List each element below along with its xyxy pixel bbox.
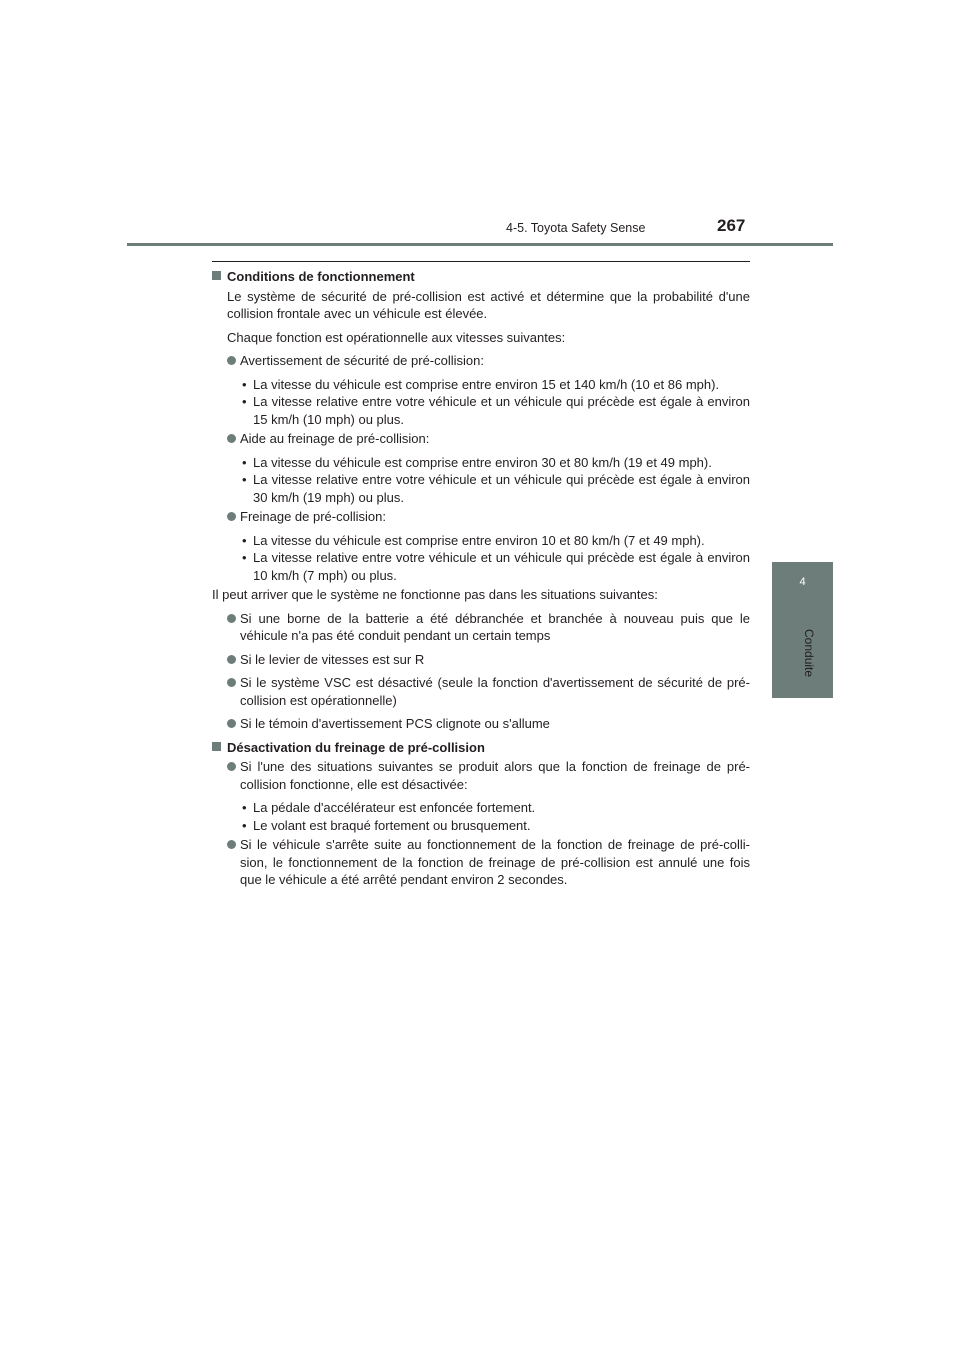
dot-marker-icon: • <box>242 376 247 392</box>
round-bullet-icon <box>227 356 236 365</box>
round-bullet-icon <box>227 434 236 443</box>
bullet-item <box>212 651 750 669</box>
chapter-number: 4 <box>799 576 806 588</box>
dot-marker-icon: • <box>242 800 247 815</box>
sub-item-text: La vitesse relative entre votre véhicule et un véhicule qui précède est égale à environ 30 km/h (19 mph) ou plus. <box>253 472 750 505</box>
square-bullet-icon <box>212 271 221 280</box>
square-bullet-icon <box>212 742 221 751</box>
sub-list-item <box>212 454 750 472</box>
page-header <box>0 0 960 250</box>
sub-list-item <box>212 393 750 428</box>
section-heading-deactivation <box>212 739 750 757</box>
bullet-text: Si une borne de la batterie a été débranchée et branchée à nouveau puis que le véhicule n'a pas été conduit pendant un certain temps <box>240 610 750 643</box>
bullet-item <box>212 715 750 733</box>
round-bullet-icon <box>227 719 236 728</box>
bullet-text: Si le véhicule s'arrête suite au fonctionnement de la fonction de freinage de pré-colli-sion, le fonctionnement de la fonction de freinage de pré-collision est annulé une fois que le véhicule a été arrêté pendant environ 2 secondes. <box>240 837 750 887</box>
bullet-text: Si le levier de vitesses est sur R <box>240 651 425 667</box>
bullet-text: Avertissement de sécurité de pré-collision: <box>240 353 484 368</box>
page-content <box>212 261 750 895</box>
round-bullet-icon <box>227 840 236 849</box>
round-bullet-icon <box>227 512 236 521</box>
section-title: 4-5. Toyota Safety Sense <box>506 221 646 235</box>
sub-item-text: La vitesse relative entre votre véhicule et un véhicule qui précède est égale à environ 15 km/h (10 mph) ou plus. <box>253 394 750 427</box>
bullet-item <box>212 758 750 793</box>
section-heading-conditions <box>212 268 750 286</box>
sub-list-item <box>212 549 750 584</box>
sub-list <box>212 799 750 834</box>
bullet-item <box>212 508 750 526</box>
bullet-text: Si le système VSC est désactivé (seule la fonction d'avertissement de sécurité de pré-collision est opérationnelle) <box>240 675 750 708</box>
sub-list-item <box>212 532 750 550</box>
bullet-item <box>212 674 750 709</box>
sub-list-item <box>212 471 750 506</box>
bullet-text: Si l'une des situations suivantes se produit alors que la fonction de freinage de pré-collision fonctionne, elle est désactivée: <box>240 759 750 792</box>
dot-marker-icon: • <box>242 817 247 833</box>
sub-item-text: La vitesse du véhicule est comprise entre environ 30 et 80 km/h (19 et 49 mph). <box>253 454 712 470</box>
sub-item-text: Le volant est braqué fortement ou brusquement. <box>253 817 531 833</box>
dot-marker-icon: • <box>242 454 247 470</box>
sub-list-item <box>212 817 750 835</box>
bullet-item <box>212 352 750 370</box>
round-bullet-icon <box>227 614 236 623</box>
sub-list-item <box>212 376 750 394</box>
chapter-label: Conduite <box>802 629 816 678</box>
sub-list-item <box>212 799 750 817</box>
dot-marker-icon: • <box>242 532 247 548</box>
paragraph: Il peut arriver que le système ne fonctionne pas dans les situations suivantes: <box>212 587 658 602</box>
paragraph: Chaque fonction est opérationnelle aux vitesses suivantes: <box>227 329 566 345</box>
round-bullet-icon <box>227 762 236 771</box>
bullet-text: Freinage de pré-collision: <box>240 509 386 524</box>
sub-list <box>212 454 750 507</box>
dot-marker-icon: • <box>242 472 247 487</box>
dot-marker-icon: • <box>242 550 247 565</box>
sub-list <box>212 376 750 429</box>
sub-item-text: La vitesse du véhicule est comprise entre environ 15 et 140 km/h (10 et 86 mph). <box>253 376 720 392</box>
bullet-item <box>212 610 750 645</box>
bullet-text: Aide au freinage de pré-collision: <box>240 431 430 446</box>
sub-list <box>212 532 750 585</box>
sub-item-text: La vitesse relative entre votre véhicule et un véhicule qui précède est égale à environ 10 km/h (7 mph) ou plus. <box>253 550 750 583</box>
round-bullet-icon <box>227 678 236 687</box>
sub-item-text: La vitesse du véhicule est comprise entre environ 10 et 80 km/h (7 et 49 mph). <box>253 532 705 548</box>
bullet-item <box>212 430 750 448</box>
paragraph: Le système de sécurité de pré-collision est activé et détermine que la probabilité d'une collision frontale avec un véhicule est élevée. <box>227 288 750 321</box>
sub-item-text: La pédale d'accélérateur est enfoncée fortement. <box>253 800 536 815</box>
header-rule <box>127 243 833 246</box>
page-number: 267 <box>717 216 746 235</box>
heading-text: Conditions de fonctionnement <box>227 269 415 284</box>
dot-marker-icon: • <box>242 394 247 409</box>
bullet-text: Si le témoin d'avertissement PCS clignote ou s'allume <box>240 716 550 731</box>
heading-text: Désactivation du freinage de pré-collision <box>227 739 485 755</box>
round-bullet-icon <box>227 655 236 664</box>
bullet-item <box>212 836 750 889</box>
